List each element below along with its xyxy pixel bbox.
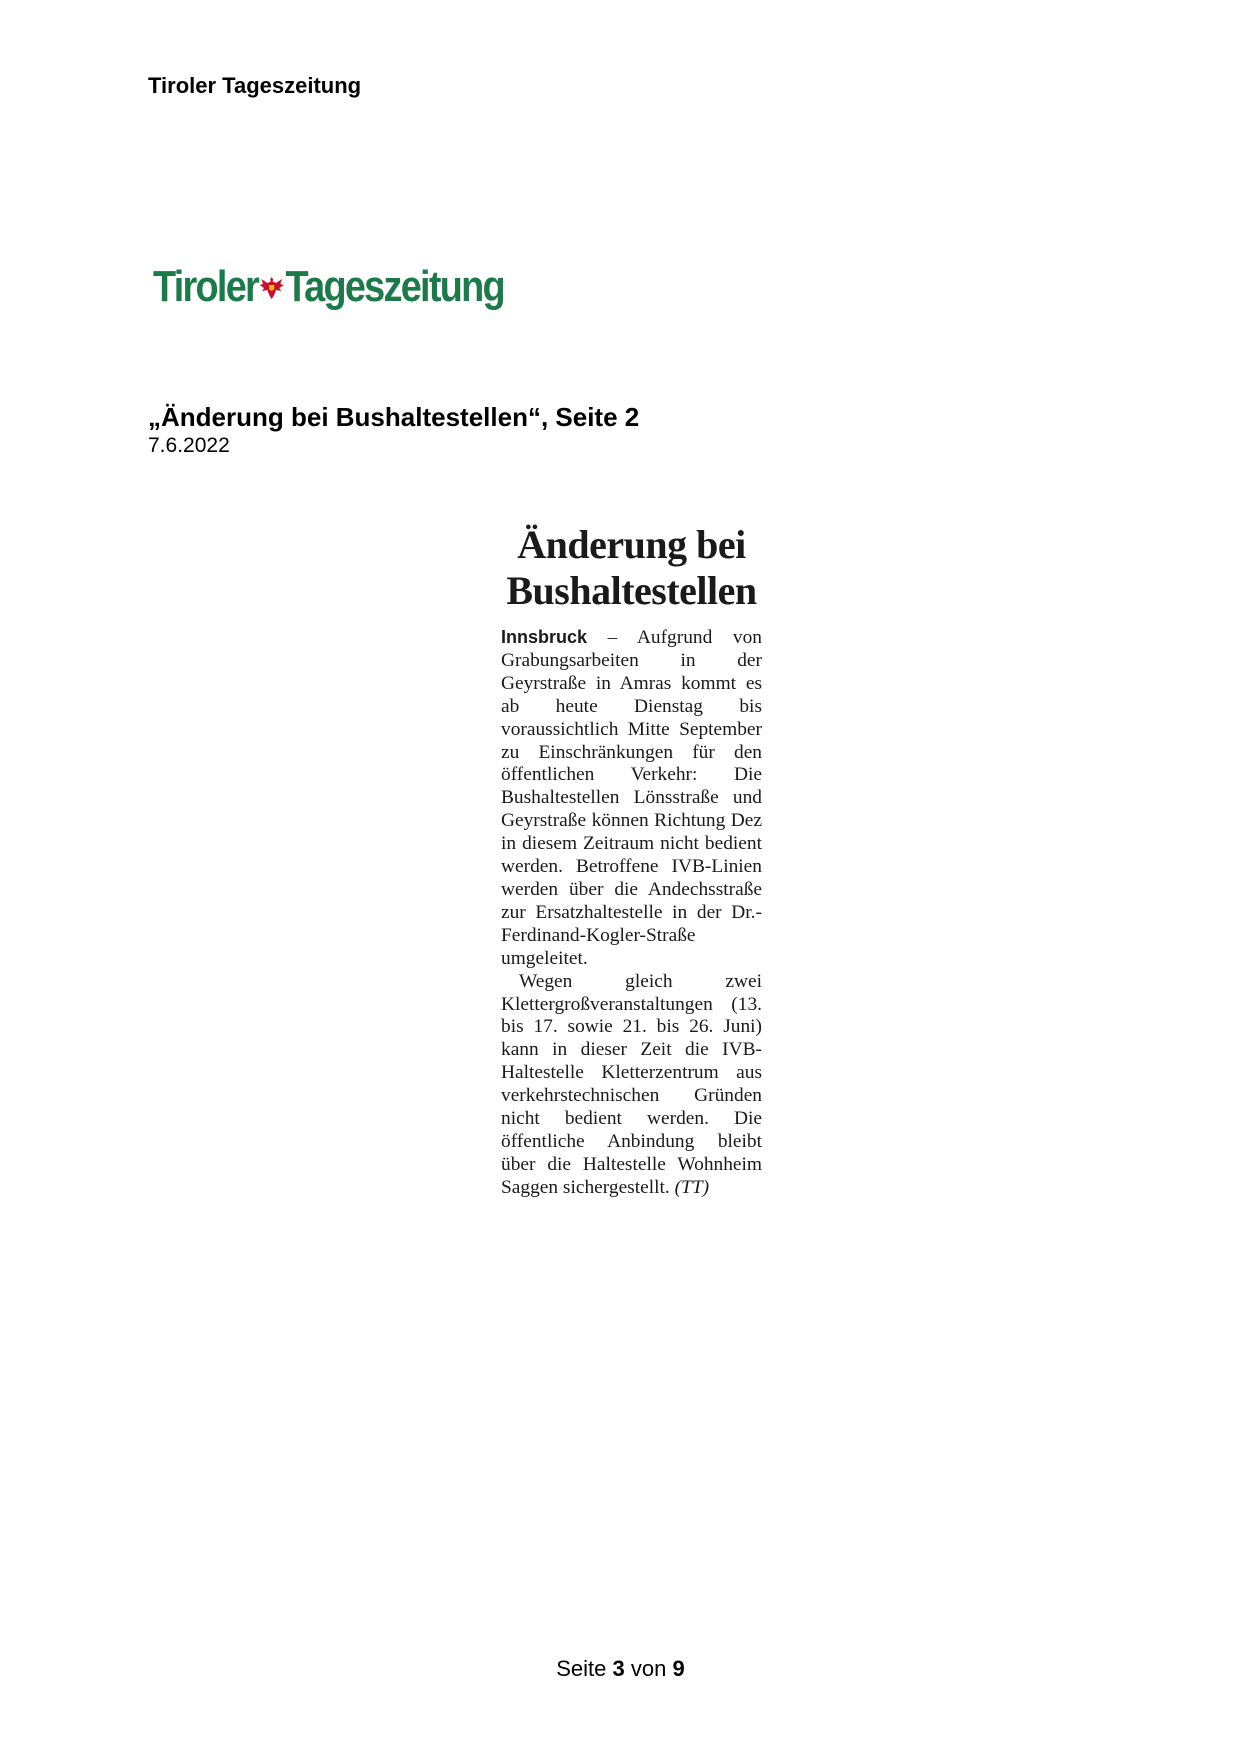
newspaper-clipping	[501, 522, 762, 1200]
article-heading: „Änderung bei Bushaltestellen“, Seite 2	[148, 402, 640, 432]
footer-middle: von	[630, 1656, 667, 1681]
clipping-title: Änderung bei Bushaltestellen	[506, 522, 757, 613]
footer-total-pages: 9	[672, 1656, 685, 1681]
source-label: Tiroler Tageszeitung	[148, 73, 362, 98]
footer-prefix: Seite	[556, 1656, 607, 1681]
paragraph-1-text: Aufgrund von Grabungsarbeiten in der Geyrstraße in Amras kommt es ab heute Dienstag bis voraussichtlich Mitte September zu Einschränkungen für den öffentlichen Verkehr: Die Bushaltestellen Lönsstraße und Geyrstraße können Richtung Dez in diesem Zeitraum nicht bedient werden. Betroffene IVB-Linien werden über die Andechsstraße zur Ersatzhaltestelle in der Dr.-Ferdinand-Kogler-Straße umgeleitet.	[501, 627, 763, 969]
dateline-dash: –	[587, 627, 637, 648]
clipping-paragraph-2	[501, 971, 762, 1200]
clipping-paragraph-1	[501, 626, 762, 971]
logo-text-part1: Tiroler	[153, 262, 259, 311]
article-date: 7.6.2022	[148, 434, 230, 457]
clipping-body	[501, 626, 762, 1200]
newspaper-logo	[153, 262, 504, 312]
dateline: Innsbruck	[501, 627, 588, 647]
author-tag: (TT)	[674, 1176, 710, 1198]
paragraph-2-text: Wegen gleich zwei Klettergroßveranstaltungen (13. bis 17. sowie 21. bis 26. Juni) kann in dieser Zeit die IVB-Haltestelle Kletterzentrum aus verkehrstechnischen Gründen nicht bedient werden. Die öffentliche Anbindung bleibt über die Haltestelle Wohnheim Saggen sichergestellt.	[501, 970, 762, 1198]
footer-page-number: 3	[612, 1656, 625, 1681]
logo-text-part2: Tageszeitung	[285, 262, 504, 311]
tyrolean-eagle-icon	[259, 273, 285, 301]
page-footer	[0, 1656, 1241, 1682]
